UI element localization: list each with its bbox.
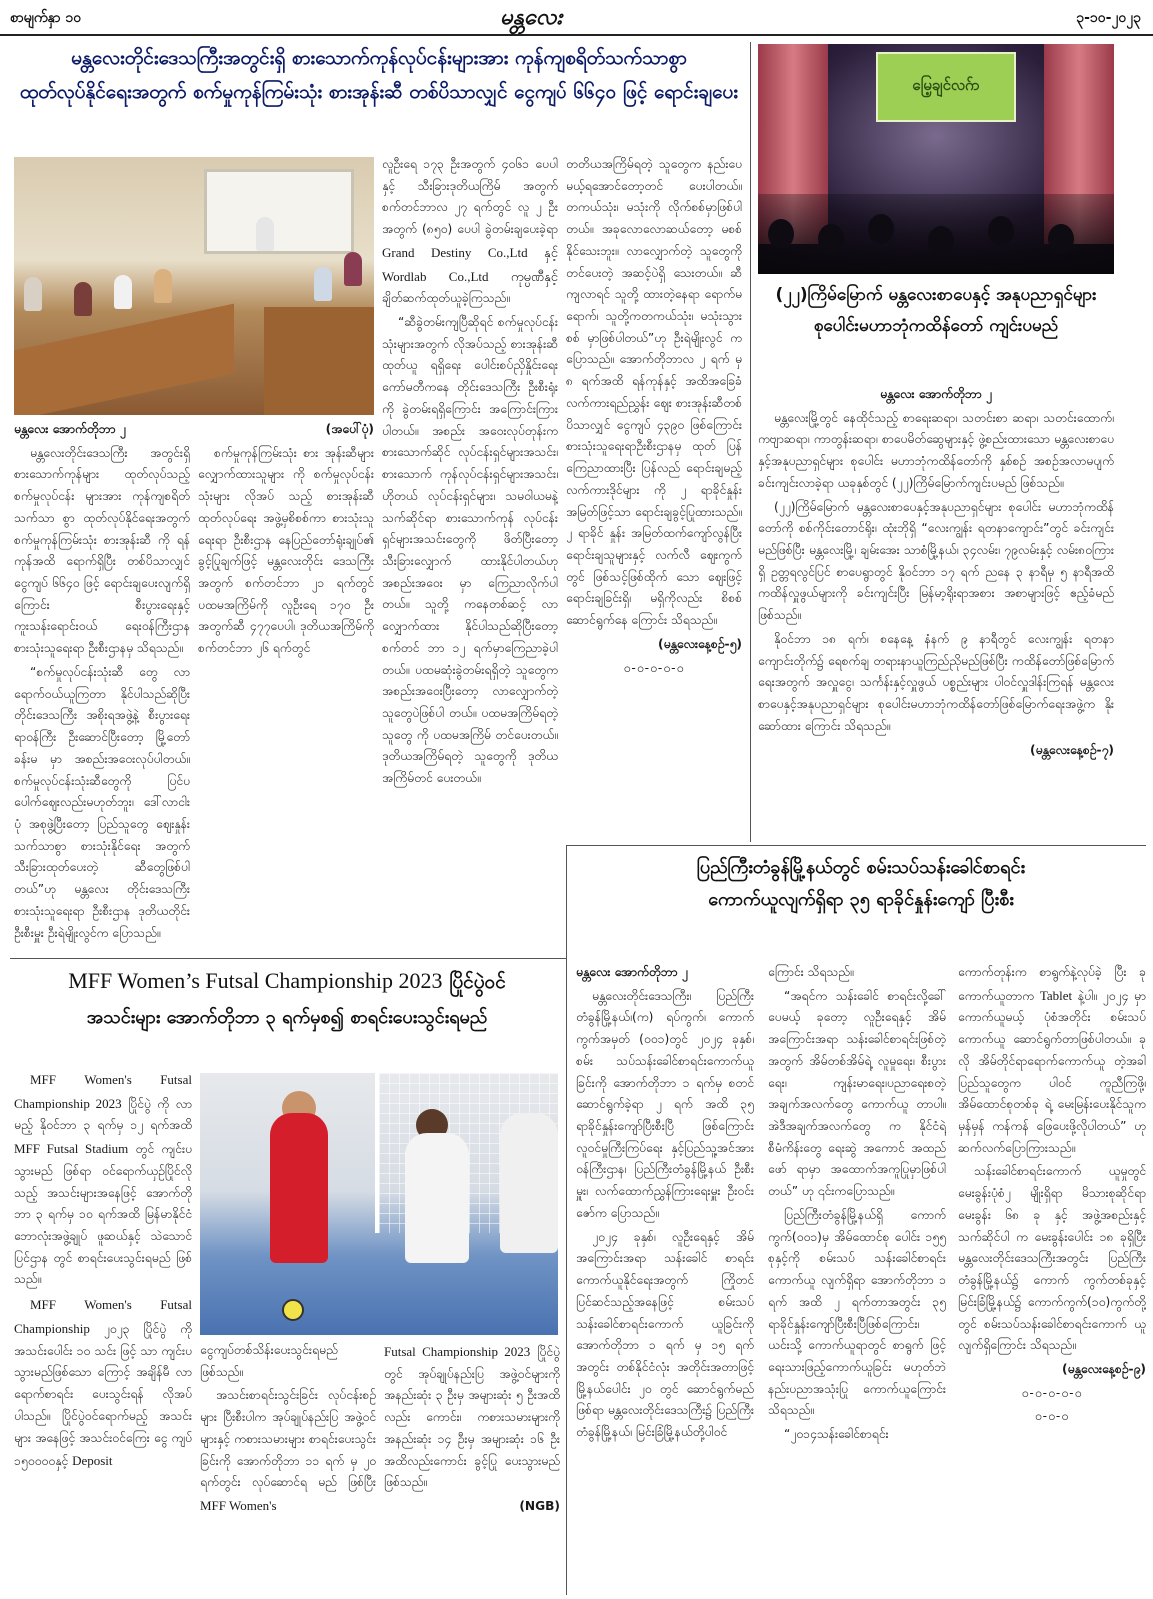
story3-headline-line1: ပြည်ကြီးတံခွန်မြို့နယ်တွင် စမ်းသပ်သန်းခေါင်စာရင်း <box>696 857 1026 878</box>
futsal-match-photo <box>200 1073 558 1335</box>
section-divider <box>566 845 1146 846</box>
story4-column-2 <box>200 1340 376 1594</box>
attendee <box>344 252 362 286</box>
column-divider <box>566 845 567 1595</box>
attendee <box>314 267 332 301</box>
attendee <box>154 269 172 303</box>
story3-end-mark: ၀-၀-၀ <box>1034 1409 1070 1424</box>
player-red-jersey <box>270 1113 328 1263</box>
story4-headline-line1: MFF Women’s Futsal Championship 2023 ပြိုင်ပွဲဝင် <box>68 968 506 993</box>
story4-column-1 <box>14 1068 192 1594</box>
story1-source: (မန္တလေးနေ့စဉ်-၅) <box>658 636 742 651</box>
story1-paragraph: စက်မှုကုန်ကြမ်းသုံး စား အုန်းဆီများ လျှောက်ထားသူများ ကို စက်မှုလုပ်ငန်းသုံးများ လိုအပ် သည့် စားအုန်းဆီထုတ်လုပ်ရေး အဖွဲ့မှစိစစ်ကာ စားသုံးသူရေးရာ ဦးစီးဌာန နေပြည်တော်ရုံးချုပ်၏ ခွင့်ပြုချက်ဖြင့် မန္တလေးတိုင်း ဒေသကြီးအတွက် စက်တင်ဘာ ၂၁ ရက်တွင် ပထမအကြိမ်ကို လူဦးရေ ၁၇၀ ဦးအတွက်ဆီ ၄၇၇ပေပါ၊ ဒုတိယအကြိမ်ကို စက်တင်ဘာ ၂၆ ရက်တွင် <box>198 445 374 656</box>
story1-paragraph: “စက်မှုလုပ်ငန်းသုံးဆီ တွေ လာရောက်ဝယ်ယူကြတာ နိုင်ပါသည်ဆိုပြီး တိုင်းဒေသကြီး အစိုးရအဖွဲ့နဲ့ စီးပွားရေးရာဝန်ကြီး ဦးဆောင်ပြီးတော့ မြို့တော်ခန်းမ မှာ အစည်းအဝေးလုပ်ပါတယ်။ စက်မှုလုပ်ငန်းသုံးဆီတွေကို ပြင်ပ ပေါက်ဈေးလည်းမဟုတ်ဘူး၊ ဒေါ်လာငါးပုံ အစုဖွဲ့ပြီးတော့ ပြည်သူတွေ ဈေးနှုန်း သက်သာစွာ စားသုံးနိုင်ရေး အတွက် သီးခြားထုတ်ပေးတဲ့ ဆီတွေဖြစ်ပါတယ်”ဟု မန္တလေး တိုင်းဒေသကြီးစားသုံးသူရေးရာ ဦးစီးဌာန ဒုတိယတိုင်းဦးစီးမှူး ဦးရဲမျိုးလွင်က ပြောသည်။ <box>14 664 190 940</box>
story4-paragraph: Futsal Championship 2023 ပြိုင်ပွဲတွင် အုပ်ချုပ်နည်းပြ အဖွဲ့ဝင်များကို အနည်းဆုံး ၃ ဦးမှ အများဆုံး ၅ ဦးအထိလည်း ကောင်း၊ ကစားသမားများကို အနည်းဆုံး ၁၄ ဦးမှ အများဆုံး ၁၆ ဦးအထိလည်းကောင်း ခွင့်ပြု ပေးသွားမည် ဖြစ်သည်။ <box>384 1344 560 1490</box>
story2-paragraph: မန္တလေးမြို့တွင် နေထိုင်သည့် စာရေးဆရာ၊ သတင်းစာ ဆရာ၊ သတင်းထောက်၊ ကဗျာဆရာ၊ ကာတွန်းဆရာ၊ စာပေမိတ်ဆွေများနှင့် ဖွဲ့စည်းထားသော မန္တလေးစာပေနှင့်အနုပညာရှင်များ စုပေါင်း မဟာဘုံကထိန်တော်ကို နှစ်စဉ် အစဉ်အလာမပျက် ခင်းကျင်းလာခဲ့ရာ ယခုနှစ်တွင် (၂၂)ကြိမ်မြောက်ကျင်းပမည် ဖြစ်သည်။ <box>758 410 1114 490</box>
story3-end-mark: ၀-၀-၀-၀-၀ <box>1021 1385 1083 1400</box>
story3-source: (မန္တလေးနေ့စဉ်-၉) <box>1062 1361 1146 1376</box>
speaker <box>256 217 274 251</box>
story3-column-2 <box>768 962 946 1594</box>
attendee <box>114 275 132 309</box>
conference-table-right <box>264 307 374 415</box>
stage-performance-photo <box>758 44 1114 274</box>
stage-banner <box>876 52 1016 122</box>
masthead <box>0 0 1153 36</box>
newspaper-logo: မန္တလေး <box>500 5 563 30</box>
column-divider <box>750 42 751 842</box>
audience-head <box>988 216 1014 246</box>
story2-paragraph: နိုဝင်ဘာ ၁၈ ရက်၊ စနေနေ့ နံနက် ၉ နာရီတွင် လေးကျွန်း ရတနာကျောင်းတိုက်၌ ရေစက်ချ တရားနာယူကြည်ညိုမည်ဖြစ်ပြီး ကထိန်တော်ဖြစ်မြောက်ရေးအတွက် အလှူငွေ၊ သင်္ကန်းနှင့်လှူဖွယ် ပစ္စည်းများ ပါဝင်လှူဒါန်းကြရန် မန္တလေးစာပေနှင့်အနုပညာရှင်များ စုပေါင်းမဟာဘုံကထိန်တော်ဖြစ်မြောက်ရေးအဖွဲ့က နိုးဆော်ထား ကြောင်း သိရသည်။ <box>758 631 1114 733</box>
player-white-jersey <box>500 1113 558 1253</box>
story2-headline <box>758 284 1114 384</box>
story4-headline-line2: အသင်းများ အောက်တိုဘာ ၃ ရက်မှစ၍ စာရင်းပေးသွင်းရမည် <box>86 1006 488 1028</box>
story1-dateline: မန္တလေး အောက်တိုဘာ ၂ <box>14 422 126 436</box>
story4-paragraph: အသင်းစာရင်းသွင်းခြင်း လုပ်ငန်းစဉ်များ ပြီးစီးပါက အုပ်ချုပ်နည်းပြ အဖွဲ့ဝင်များနှင့် ကစားသမားများ စာရင်းပေးသွင်း ခြင်းကို အောက်တိုဘာ ၁၁ ရက် မှ ၂၀ ရက်တွင်း လုပ်ဆောင်ရ မည် ဖြစ်ပြီး MFF Women's <box>200 1388 376 1514</box>
attendee <box>24 277 42 311</box>
issue-date: ၃-၁၀-၂၀၂၃ <box>1076 10 1141 26</box>
story1-paragraph: မန္တလေးတိုင်းဒေသကြီး အတွင်းရှိ စားသောက်ကုန်များ ထုတ်လုပ်သည့် စက်မှုလုပ်ငန်း များအား ကုန်ကျစရိတ် သက်သာ စွာ ထုတ်လုပ်နိုင်ရေးအတွက် စက်မှုကုန်ကြမ်းသုံး စားအုန်းဆီ ကို ရန်ကုန်အထိ ရောက်ရှိပြီး တစ်ပိသာလျှင် ငွေကျပ် ၆၆၄၀ ဖြင့် ရောင်းချပေးလျက်ရှိကြောင်း စီးပွားရေးနှင့် ကူးသန်းရောင်းဝယ် ရေးဝန်ကြီးဌာန စားသုံးသူရေးရာ ဦးစီးဌာနမှ သိရသည်။ <box>14 445 190 656</box>
story1-column-3 <box>382 154 558 949</box>
story3-paragraph: ၂၀၂၄ ခုနှစ်၊ လူဦးရေနှင့် အိမ်အကြောင်းအရာ သန်းခေါင် စာရင်း ကောက်ယူနိုင်ရေးအတွက် ကြိုတင်ပြင်ဆင်သည့်အနေဖြင့် စမ်းသပ်သန်းခေါင်စာရင်းကောက် ယူခြင်းကို အောက်တိုဘာ ၁ ရက် မှ ၁၅ ရက်အတွင်း တစ်နိုင်ငံလုံး အတိုင်းအတာဖြင့် မြို့နယ်ပေါင်း ၂၀ တွင် ဆောင်ရွက်မည်ဖြစ်ရာ မန္တလေးတိုင်းဒေသကြီး၌ ပြည်ကြီး တံခွန်မြို့နယ်၊ မြင်းခြံမြို့နယ်တို့ပါဝင် <box>576 1229 754 1440</box>
player-white-jersey <box>405 1133 469 1263</box>
page-number: စာမျက်နှာ ၁၀ <box>10 10 82 26</box>
story1-headline <box>14 46 744 146</box>
story1-photo-caption: (အပေါ်ပုံ) <box>325 422 374 436</box>
story1-headline-line1: မန္တလေးတိုင်းဒေသကြီးအတွင်းရှိ စားသောက်ကုန်လုပ်ငန်းများအား ကုန်ကျစရိတ်သက်သာစွာ <box>71 47 687 69</box>
story3-paragraph: ကောက်တုန်းက စာရွက်နဲ့လုပ်ခဲ့ ပြီး ခုကောက်ယူတာက Tablet နဲ့ပါ။ ၂၀၂၄ မှာ ကောက်ယူမယ့် ပုံစံအတိုင်း စမ်းသပ်ကောက်ယူ ဆောင်ရွက်တာဖြစ်ပါတယ်။ ခုလို အိမ်တိုင်ရာရောက်ကောက်ယူ တဲ့အခါ ပြည်သူတွေက ပါဝင် ကူညီကြဖို့၊ အိမ်ထောင်စုတစ်ခု ရဲ့ မေးမြန်းပေးနိုင်သူက မှန်မှန် ကန်ကန် ဖြေပေးဖို့လိုပါတယ်” ဟု ဆက်လက်ပြောကြားသည်။ <box>958 965 1146 1155</box>
audience-head <box>768 219 794 249</box>
story3-paragraph: သန်းခေါင်စာရင်းကောက် ယူမှုတွင် မေးခွန်းပုံစံ၂ မျိုးရှိရာ မိသားစုဆိုင်ရာ မေးခွန်း ၆၈ ခု နှင့် အဖွဲ့အစည်းနှင့် သက်ဆိုင်ပါ က မေးခွန်းပေါင်း ၁၈ ခုရှိပြီး မန္တလေးတိုင်းဒေသကြီးအတွင်း ပြည်ကြီးတံခွန်မြို့နယ်၌ ကောက် ကွက်တစ်ခုနှင့် မြင်းခြံမြို့နယ်၌ ကောက်ကွက်(၁၀)ကွက်တို့တွင် စမ်းသပ်သန်းခေါင်စာရင်းကောက် ယူလျက်ရှိကြောင်း သိရသည်။ <box>958 1164 1146 1353</box>
story1-column-4 <box>566 154 742 949</box>
story2-headline-line1: (၂၂)ကြိမ်မြောက် မန္တလေးစာပေနှင့် အနုပညာရှင်များ <box>775 285 1097 305</box>
story4-headline <box>14 966 560 1062</box>
story3-column-3 <box>958 962 1146 1594</box>
story3-column-1 <box>576 962 754 1594</box>
story2-dateline: မန္တလေး အောက်တိုဘာ ၂ <box>880 387 992 401</box>
story2-headline-line2: စုပေါင်းမဟာဘုံကထိန်တော် ကျင်းပမည် <box>813 315 1059 336</box>
story1-headline-line2: ထုတ်လုပ်နိုင်ရေးအတွက် စက်မှုကုန်ကြမ်းသုံး စားအုန်းဆီ တစ်ပိသာလျှင် ငွေကျပ် ၆၆၄၀ ဖြင့် ရောင်းချပေး <box>19 80 739 103</box>
story3-paragraph: “၂၀၁၄သန်းခေါင်စာရင်း <box>784 1427 889 1442</box>
story4-paragraph: MFF Women's Futsal Championship ၂၀၂၃ ပြိုင်ပွဲ ကို အသင်းပေါင်း ၁၀ သင်း ဖြင့် သာ ကျင်းပသွားမည်ဖြစ်သော ကြောင့် အချိန်မီ လာရောက်စာရင်း ပေးသွင်းရန် လိုအပ်ပါသည်။ ပြိုင်ပွဲဝင်ရောက်မည့် အသင်းများ အနေဖြင့် အသင်းဝင်ကြေး ငွေ ကျပ် ၁၅၀၀၀၀နှင့် Deposit <box>14 1297 192 1469</box>
story3-headline-line2: ကောက်ယူလျက်ရှိရာ ၃၅ ရာခိုင်နှုန်းကျော် ပြီးစီး <box>708 889 1014 911</box>
story2-paragraph: (၂၂)ကြိမ်မြောက် မန္တလေးစာပေနှင့်အနုပညာရှင်များ စုပေါင်း မဟာဘုံကထိန်တော်ကို စစ်ကိုင်းတောင်ရိုး၊ ထုံးဘိုရှိ “လေးကျွန်း ရတနာကျောင်း”တွင် ခင်းကျင်းမည်ဖြစ်ပြီး မန္တလေးမြို့၊ ချမ်းအေး သာစံမြို့နယ်၊ ၃၄လမ်း၊ ၇၉လမ်းနှင့် လမ်း၈၀ကြားရှိ ဥတ္တရလွင်ပြင် စာပေရွာတွင် နိုဝင်ဘာ ၁၇ ရက် ညနေ ၃ နာရီမှ ၅ နာရီအထိ ကထိန်လှူဖွယ်များကို ခင်းကျင်းပြီး မြန်မာ့ရိုးရာအစား အစာများဖြင့် ဧည့်ခံမည်ဖြစ်သည်။ <box>758 499 1114 623</box>
story3-paragraph: မန္တလေးတိုင်းဒေသကြီး၊ ပြည်ကြီးတံခွန်မြို့နယ်၊(က) ရပ်ကွက်၊ ကောက်ကွက်အမှတ် (၀၀၁)တွင် ၂၀၂၄ ခုနှစ်၊ စမ်း သပ်သန်းခေါင်စာရင်းကောက်ယူ ခြင်းကို အောက်တိုဘာ ၁ ရက်မှ စတင်ဆောင်ရွက်ခဲ့ရာ ၂ ရက် အထိ ၃၅ ရာခိုင်နှုန်းကျော်ပြီးစီးပြီ ဖြစ်ကြောင်း လူဝင်မှုကြီးကြပ်ရေး နှင့်ပြည်သူ့အင်အားဝန်ကြီးဌာန၊ ပြည်ကြီးတံခွန်မြို့နယ် ဦးစီးမှူး၊ လက်ထောက်ညွှန်ကြားရေးမှူး ဦးဝင်းဇော်က ပြောသည်။ <box>576 988 754 1220</box>
story3-paragraph: ကြောင်း သိရသည်။ <box>768 965 854 979</box>
audience-head <box>818 224 844 254</box>
story3-paragraph: “အရင်က သန်းခေါင် စာရင်းလို့ခေါ်ပေမယ့် ခုတော့ လူဦးရေနှင့် အိမ်အကြောင်းအရာ သန်းခေါင်စာရင်းဖြစ်တဲ့အတွက် အိမ်တစ်အိမ်ရဲ့ လူမှုရေး၊ စီးပွား ရေး၊ ကျန်းမာရေး၊ပညာရေးစတဲ့ အချက်အလက်တွေ ကောက်ယူ တာပါ။ အဲဒီအချက်အလက်တွေ က နိုင်ငံရဲ့စီမံကိန်းတွေ ရေးဆွဲ အကောင် အထည် ဖော် ရာမှာ အထောက်အကူပြုမှာဖြစ်ပါတယ်” ဟု ၎င်းကပြောသည်။ <box>768 988 946 1199</box>
projector-screen <box>204 169 354 254</box>
story2-body <box>758 384 1114 839</box>
story1-column-2 <box>198 419 374 949</box>
story4-source: (NGB) <box>519 1499 560 1514</box>
story2-source: (မန္တလေးနေ့စဉ်-၇) <box>1030 742 1114 757</box>
stage-banner-text: မြေ့ချင်လဂ်ာ <box>912 76 980 94</box>
story1-column-1 <box>14 419 190 949</box>
story1-paragraph: တတိယအကြိမ်ရတဲ့ သူတွေက နည်းပေမယ့်ရအောင်တော့တင် ပေးပါတယ်။ တကယ်သုံး၊ မသုံးကို လိုက်စစ်မှာဖြစ်ပါတယ်။ အခုလောလောဆယ်တော့ မစစ် နိုင်သေးဘူး။ လာလျှောက်တဲ့ သူတွေကို တင်ပေးတဲ့ အဆင့်ပဲရှိ သေးတယ်။ ဆီကျလာရင် သူတို့ ထားတဲ့နေရာ ရောက်မရောက်၊ သူတို့ကတကယ်သုံး၊ မသုံးသွားစစ် မှာဖြစ်ပါတယ်”ဟု ဦးရဲမျိုးလွင် ကပြောသည်။ အောက်တိုဘာလ ၂ ရက် မှ ၈ ရက်အထိ ရန်ကုန်နှင့် အထိအခြေခံလက်ကားရည်ညွှန်း ဈေး စားအုန်းဆီတစ်ပိသာလျှင် ငွေကျပ် ၄၃၉၀ ဖြစ်ကြောင်း စားသုံးသူရေးရာဦးစီးဌာနမှ ထုတ် ပြန်ကြေညာထားပြီး ပြန်လည် ရောင်းချမည့် လက်ကားဒိုင်များ ကို ၂ ရာခိုင်နှုန်းအမြတ်ဖြင့်သာ ရောင်းချခွင့်ပြုထားသည်။ ၂ ရာခိုင် နှုန်း အမြတ်ထက်ကျော်လွန်ပြီး ရောင်းချသူများနှင့် လက်လီ ဈေးကွက်တွင် ဖြစ်သင့်ဖြစ်ထိုက် သော ဈေးဖြင့် ရောင်းချခြင်းရှိ၊ မရှိကိုလည်း စိစစ်ဆောင်ရွက်နေ ကြောင်း သိရသည်။ <box>566 157 742 628</box>
section-divider <box>10 958 566 959</box>
story4-paragraph: ငွေကျပ်တစ်သိန်းပေးသွင်းရမည် ဖြစ်သည်။ <box>200 1343 338 1379</box>
story4-paragraph: MFF Women's Futsal Championship 2023 ပြိုင်ပွဲ ကို လာမည့် နိုဝင်ဘာ ၃ ရက်မှ ၁၂ ရက်အထိ MFF Futsal Stadium တွင် ကျင်းပသွားမည် ဖြစ်ရာ ဝင်ရောက်ယှဉ်ပြိုင်လိုသည့် အသင်းများအနေဖြင့် အောက်တို ဘာ ၃ ရက်မှ ၁၀ ရက်အထိ မြန်မာနိုင်ငံဘောလုံးအဖွဲ့ချုပ် ဖူဆယ်နှင့် သဲသောင်ပြင်ဌာန တွင် စာရင်းပေးသွင်းရမည် ဖြစ် သည်။ <box>14 1072 192 1287</box>
conference-table <box>14 304 234 415</box>
audience-head <box>1048 224 1074 254</box>
attendee <box>74 282 92 316</box>
story4-column-3 <box>384 1340 560 1594</box>
meeting-photo <box>14 157 374 415</box>
story1-paragraph: “ဆီခွဲတမ်းကျပြီဆိုရင် စက်မှုလုပ်ငန်းသုံးများအတွက် လိုအပ်သည့် စားအုန်းဆီထုတ်ယူ ရရှိရေး ပေါင်းစပ်ညှိနှိုင်းရေး ကော်မတီကနေ တိုင်းဒေသကြီး ဦးစီးရုံးကို ခွဲတမ်းရရှိကြောင်း အကြောင်းကြားပါတယ်။ အစည်း အဝေးလုပ်တုန်းက စားသောက်ဆိုင် လုပ်ငန်းရှင်များအသင်း၊ စားသောက် ကုန်လုပ်ငန်းရှင်များအသင်း၊ ဟိုတယ် လုပ်ငန်းရှင်များ၊ သမဝါယမနဲ့ သက်ဆိုင်ရာ စားသောက်ကုန် လုပ်ငန်းရှင်များအသင်းတွေကို ဖိတ်ပြီးတော့ သီးခြားလျှောက် ထားနိုင်ပါတယ်ဟု အစည်းအဝေး မှာ ကြေညာလိုက်ပါတယ်။ သူတို့ ကနေတစ်ဆင့် လာလျှောက်ထား နိုင်ပါသည်ဆိုပြီးတော့ စက်တင် ဘာ ၁၂ ရက်မှာကြေညာခဲ့ပါ တယ်။ ပထမဆုံးခွဲတမ်းရရှိတဲ့ သူတွေက အစည်းအဝေးပြီးတော့ လာလျှောက်တဲ့ သူတွေပဲဖြစ်ပါ တယ်။ ပထမအကြိမ်ရတဲ့သူတွေ ကို ပထမအကြိမ် တင်ပေးတယ်။ ဒုတိယအကြိမ်ရတဲ့ သူတွေကို ဒုတိယအကြိမ်တင် ပေးတယ်။ <box>382 315 558 786</box>
audience-head <box>928 226 954 256</box>
futsal-ball <box>282 1299 304 1321</box>
story1-end-mark: ၀-၀-၀-၀-၀ <box>623 660 685 675</box>
story3-dateline: မန္တလေး အောက်တိုဘာ ၂ <box>576 965 688 979</box>
story3-paragraph: ပြည်ကြီးတံခွန်မြို့နယ်ရှိ ကောက်ကွက်(၀၀၁)မှ အိမ်ထောင်စု ပေါင်း ၁၅၅ စုနှင့်ကို စမ်းသပ် သန်းခေါင်စာရင်းကောက်ယူ လျက်ရှိရာ အောက်တိုဘာ ၁ ရက် အထိ ၂ ရက်တာအတွင်း ၃၅ ရာခိုင်နှုန်းကျော်ပြီးစီးပြီဖြစ်ကြောင်း၊ ယင်းသို့ ကောက်ယူရာတွင် စာရွက် ဖြင့် ရေးသားဖြည့်ကောက်ယူခြင်း မဟုတ်ဘဲ နည်းပညာအသုံးပြု ကောက်ယူကြောင်း သိရသည်။ <box>768 1207 946 1418</box>
audience-head <box>868 214 894 244</box>
story1-paragraph: လူဦးရေ ၁၇၃ ဦးအတွက် ၄၀၆၁ ပေပါနှင့် သီးခြားဒုတိယကြိမ် အတွက် စက်တင်ဘာလ ၂၇ ရက်တွင် လူ ၂ ဦးအတွက် (၈၅၀) ပေပါ ခွဲတမ်းချပေးခဲ့ရာ Grand Destiny Co.,Ltd နှင့် Wordlab Co.,Ltd ကုမ္ပဏီနှင့် ချိတ်ဆက်ထုတ်ယူခဲ့ကြသည်။ <box>382 157 558 306</box>
story3-headline <box>576 856 1146 946</box>
